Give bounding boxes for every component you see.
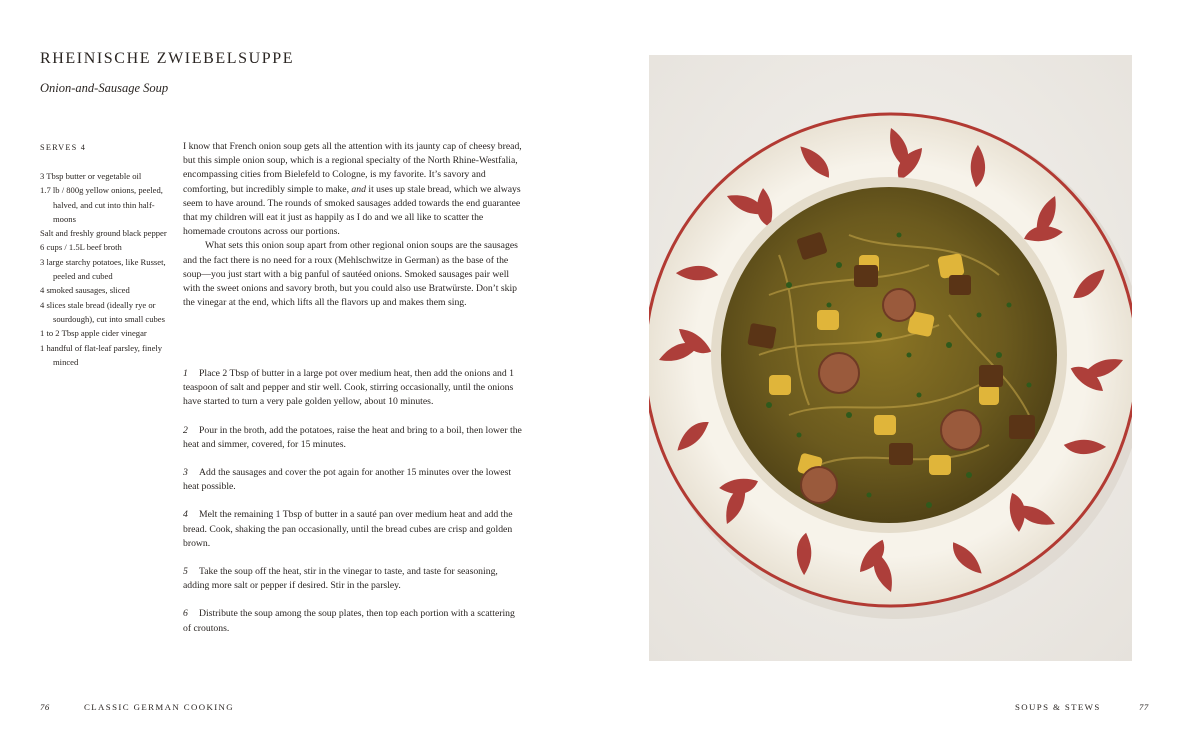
step-text: Add the sausages and cover the pot again for another 15 minutes over the lowest heat possible. [183, 467, 512, 493]
intro-text: I know that French onion soup gets all the attention with its jaunty cap of cheesy bread, but this simple onion soup, which is a regional specialty of the North Rhine-Westfalia, encompassing cities from Bielefeld to Cologne, is my favorite. It’s savory and comforting, but incredibly simple to make, [183, 141, 522, 195]
recipe-intro [183, 140, 525, 310]
ingredient-item: 1 to 2 Tbsp apple cider vinegar [40, 328, 147, 339]
right-running-title: SOUPS & STEWS [1015, 702, 1101, 712]
step-text: Melt the remaining 1 Tbsp of butter in a sauté pan over medium heat and add the bread. Cook, shaking the pan occasionally, until the bread cubes are crisp and golden brown. [183, 509, 513, 549]
ingredient-item: 1 handful of flat-leaf parsley, finely minced [40, 342, 163, 367]
step-text: Take the soup off the heat, stir in the vinegar to taste, and taste for seasoning, adding more salt or pepper if desired. Stir in the parsley. [183, 566, 498, 592]
left-running-title: CLASSIC GERMAN COOKING [84, 702, 235, 712]
recipe-subtitle: Onion-and-Sausage Soup [40, 81, 169, 95]
ingredient-item: 1.7 lb / 800g yellow onions, peeled, halved, and cut into thin half-moons [40, 185, 163, 224]
method-step [183, 466, 525, 494]
step-text: Place 2 Tbsp of butter in a large pot over medium heat, then add the onions and 1 teaspoon of salt and pepper and stir well. Cook, stirring occasionally, until the onions have started to turn a very pale golden yellow, about 10 minutes. [183, 368, 514, 408]
method-step [183, 424, 525, 452]
soup-bowl-icon [649, 55, 1132, 661]
step-text: Distribute the soup among the soup plates, then top each portion with a scattering of croutons. [183, 608, 515, 634]
step-number: 3 [183, 467, 188, 479]
step-text: Pour in the broth, add the potatoes, raise the heat and bring to a boil, then lower the heat and simmer, covered, for 15 minutes. [183, 424, 522, 450]
right-page-number: 77 [1139, 702, 1149, 712]
intro-emphasis: and [351, 183, 366, 195]
step-number: 1 [183, 368, 188, 379]
serves-label: SERVES 4 [40, 143, 87, 152]
soup-bowl-photo [649, 55, 1132, 661]
method-step [183, 367, 525, 410]
left-page-number: 76 [40, 702, 50, 712]
method-step [183, 508, 525, 551]
ingredient-item: 3 large starchy potatoes, like Russet, peeled and cubed [40, 256, 166, 282]
ingredient-item: Salt and freshly ground black pepper [40, 228, 167, 239]
step-number: 2 [183, 424, 188, 436]
ingredient-item: 4 smoked sausages, sliced [40, 285, 130, 296]
recipe-title: RHEINISCHE ZWIEBELSUPPE [40, 50, 295, 67]
method-step [183, 607, 525, 635]
ingredient-item: 3 Tbsp butter or vegetable oil [40, 171, 142, 181]
step-number: 5 [183, 566, 188, 578]
intro-paragraph-1 [183, 140, 525, 239]
ingredient-item: 4 slices stale bread (ideally rye or sourdough), cut into small cubes [40, 299, 165, 324]
method-steps [183, 367, 525, 650]
ingredients-list [40, 169, 168, 369]
intro-paragraph-2: What sets this onion soup apart from other regional onion soups are the sausages and the fact there is no need for a roux (Mehlschwitze in German) as the base of the soup—you just start with a big panful of sautéed onions. Smoked sausages pair well with the sweet onions and savory broth, but you could also use Bratwürste. Don’t skip the vinegar at the end, which lifts all the flavors up and makes them sing. [183, 240, 518, 309]
method-step [183, 565, 525, 593]
intro-text: it uses up stale bread, which we always seem to have around. The rounds of smoked sausages added towards the end guarantee that my children will eat it just as happily as I do and we all like to scatter the homemade croutons across our portions. [183, 183, 521, 238]
step-number: 6 [183, 608, 188, 620]
step-number: 4 [183, 509, 188, 521]
ingredient-item: 6 cups / 1.5L beef broth [40, 242, 122, 253]
